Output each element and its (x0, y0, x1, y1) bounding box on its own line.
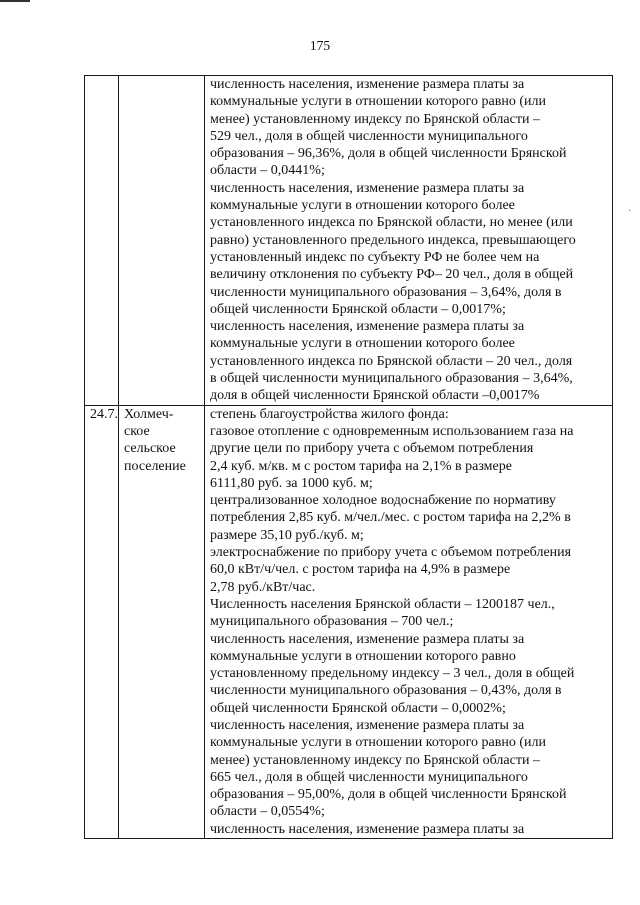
text-line: менее) установленному индексу по Брянской области – (210, 752, 540, 768)
text-line: общей численности Брянской области – 0,0002%; (210, 700, 506, 716)
text-line: численность населения, изменение размера платы за (210, 77, 525, 92)
text-line: коммунальные услуги в отношении которого равно (210, 648, 516, 664)
text-line: образования – 95,00%, доля в общей численности Брянской (210, 787, 567, 803)
document-table (84, 75, 613, 839)
text-line: 2,78 руб./кВт/час. (210, 579, 316, 595)
text-line: численность населения, изменение размера платы за (210, 631, 525, 647)
text-line: величину отклонения по субъекту РФ– 20 чел., доля в общей (210, 267, 574, 283)
name-line: сельское (124, 441, 176, 457)
row-number: 24.7. (90, 406, 118, 422)
municipality-name-cell (119, 76, 205, 406)
text-line: 529 чел., доля в общей численности муниципального (210, 128, 528, 144)
text-line: доля в общей численности Брянской области –0,0017% (210, 388, 540, 404)
description-cell (205, 76, 613, 406)
text-line: 665 чел., доля в общей численности муниципального (210, 769, 528, 785)
text-line: численность населения, изменение размера платы за (210, 180, 525, 196)
margin-mark: · (628, 206, 632, 217)
text-line: централизованное холодное водоснабжение по нормативу (210, 493, 556, 509)
text-line: коммунальные услуги в отношении которого равно (или (210, 735, 546, 751)
text-line: менее) установленному индексу по Брянской области – (210, 111, 540, 127)
text-line: газовое отопление с одновременным использованием газа на (210, 423, 574, 439)
text-line: коммунальные услуги в отношении которого более (210, 336, 515, 352)
text-line: коммунальные услуги в отношении которого более (210, 198, 515, 214)
text-line: установленному предельному индексу – 3 чел., доля в общей (210, 666, 575, 682)
row-number-cell (85, 405, 119, 838)
text-line: 2,4 куб. м/кв. м с ростом тарифа на 2,1% в размере (210, 458, 512, 474)
page-number: 175 (309, 38, 331, 53)
text-line: муниципального образования – 700 чел.; (210, 614, 454, 630)
text-line: степень благоустройства жилого фонда: (210, 406, 449, 422)
table-row (85, 76, 613, 406)
text-line: установленный индекс по субъекту РФ не более чем на (210, 249, 540, 265)
text-line: Численность населения Брянской области – 1200187 чел., (210, 596, 555, 612)
table-row (85, 405, 613, 838)
text-line: численность населения, изменение размера платы за (210, 319, 525, 335)
text-line: общей численности Брянской области – 0,0017%; (210, 301, 506, 317)
text-line: установленного индекса по Брянской области – 20 чел., доля (210, 353, 573, 369)
text-line: установленного индекса по Брянской области, но менее (или (210, 215, 573, 231)
text-line: 6111,80 руб. за 1000 куб. м; (210, 475, 373, 491)
text-line: численность населения, изменение размера платы за (210, 821, 525, 837)
text-line: равно) установленного предельного индекса, превышающего (210, 232, 576, 248)
name-line: ское (124, 423, 150, 439)
text-line: образования – 96,36%, доля в общей численности Брянской (210, 146, 567, 162)
text-line: коммунальные услуги в отношении которого равно (или (210, 94, 546, 110)
description-cell (205, 405, 613, 838)
text-line: численности муниципального образования – 3,64%, доля в (210, 284, 562, 300)
text-line: электроснабжение по прибору учета с объемом потребления (210, 545, 572, 561)
top-edge-rule (0, 0, 30, 2)
text-line: области – 0,0441%; (210, 163, 325, 179)
text-line: другие цели по прибору учета с объемом потребления (210, 441, 534, 457)
text-line: области – 0,0554%; (210, 804, 325, 820)
text-line: размере 35,10 руб./куб. м; (210, 527, 364, 543)
text-line: 60,0 кВт/ч/чел. с ростом тарифа на 4,9% в размере (210, 562, 511, 578)
row-number-cell (85, 76, 119, 406)
text-line: потребления 2,85 куб. м/чел./мес. с ростом тарифа на 2,2% в (210, 510, 571, 526)
name-line: Холмеч- (124, 406, 174, 422)
text-line: численность населения, изменение размера платы за (210, 717, 525, 733)
text-line: численности муниципального образования – 0,43%, доля в (210, 683, 562, 699)
name-line: поселение (124, 458, 186, 474)
text-line: в общей численности муниципального образования – 3,64%, (210, 371, 573, 387)
municipality-name-cell (119, 405, 205, 838)
